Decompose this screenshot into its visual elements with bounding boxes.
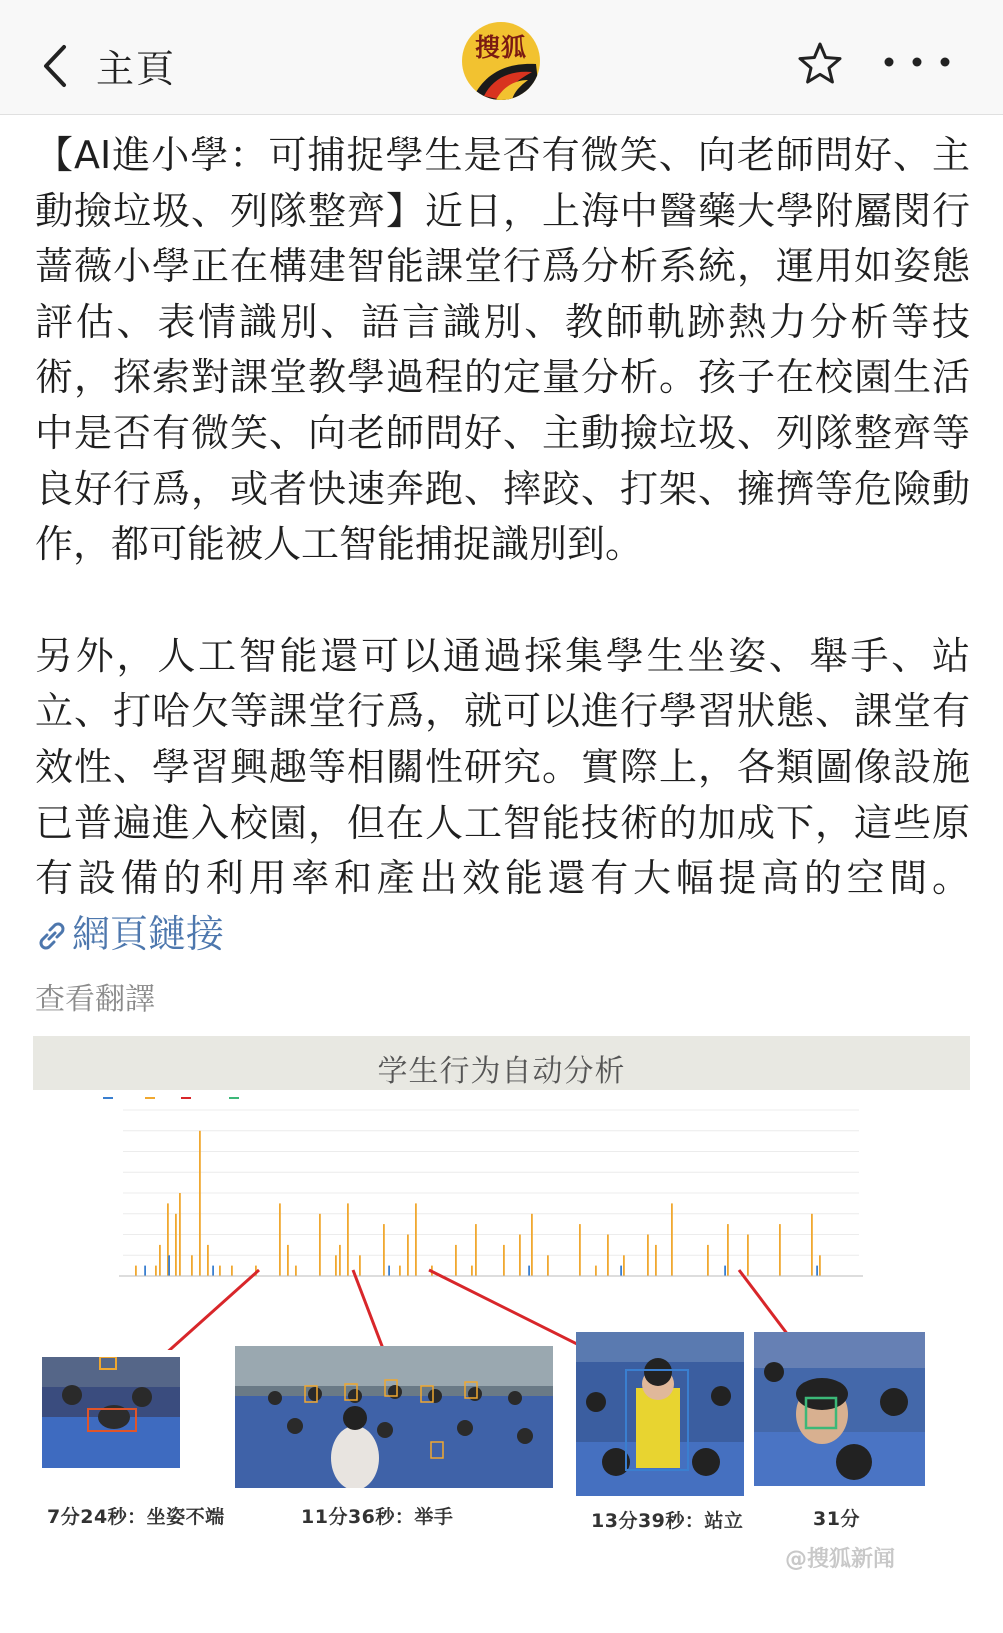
favorite-button[interactable] xyxy=(796,40,844,88)
chart-bar xyxy=(347,1203,349,1276)
chart-bar xyxy=(135,1266,137,1276)
chart-bar xyxy=(383,1224,385,1276)
chevron-left-icon xyxy=(40,43,70,89)
chart-bar xyxy=(471,1266,473,1276)
chart-bar xyxy=(359,1255,361,1276)
chart-bar xyxy=(415,1203,417,1276)
post-paragraph-1: 【AI進小學：可捕捉學生是否有微笑、向老師問好、主動撿垃圾、列隊整齊】近日，上海中醫藥大學附屬閔行蔷薇小學正在構建智能課堂行爲分析系統，運用如姿態評估、表情識別、語言識別、教師軌跡熱力分析等技術，探索對課堂教學過程的定量分析。孩子在校園生活中是否有微笑、向老師問好、主動撿垃圾、列隊整齊等良好行爲，或者快速奔跑、摔跤、打架、擁擠等危險動作，都可能被人工智能捕捉識別到。 xyxy=(35,133,970,567)
chart-bar xyxy=(175,1214,177,1276)
chart-bar xyxy=(595,1266,597,1276)
caption-4: 31分 xyxy=(813,1508,860,1530)
chart-bar xyxy=(528,1266,530,1276)
chart-bar xyxy=(531,1214,533,1276)
chart-bar xyxy=(647,1235,649,1277)
post-content xyxy=(35,128,970,1018)
chart-bar xyxy=(279,1203,281,1276)
chart-bar xyxy=(747,1235,749,1277)
chart-bar xyxy=(199,1131,201,1276)
chart-bar xyxy=(547,1255,549,1276)
chart-bar xyxy=(287,1245,289,1276)
chart-bar xyxy=(231,1266,233,1276)
chart-bar xyxy=(579,1224,581,1276)
chart-bar xyxy=(339,1245,341,1276)
classroom-photo-4 xyxy=(754,1332,925,1486)
figure-title: 学生行为自动分析 xyxy=(377,1054,626,1089)
classroom-photo-3 xyxy=(576,1332,744,1496)
chart-bar xyxy=(620,1266,622,1276)
caption-3: 13分39秒：站立 xyxy=(591,1510,744,1532)
chart-bar xyxy=(295,1266,297,1276)
chart-bar xyxy=(168,1255,170,1276)
classroom-photo-1 xyxy=(42,1357,180,1468)
chart-bar xyxy=(816,1266,818,1276)
logo-text: 搜狐 xyxy=(474,33,527,62)
figure-title-bar xyxy=(33,1036,970,1090)
chart-bar xyxy=(388,1266,390,1276)
chart-bar xyxy=(155,1266,157,1276)
chart-bar xyxy=(159,1245,161,1276)
chart-bar xyxy=(503,1245,505,1276)
back-label: 主頁 xyxy=(96,47,177,91)
chart-bar xyxy=(671,1203,673,1276)
caption-2: 11分36秒：举手 xyxy=(301,1506,454,1528)
chart-bar xyxy=(319,1214,321,1276)
chart-bar xyxy=(399,1266,401,1276)
more-options-button[interactable] xyxy=(882,54,954,74)
chart-bar xyxy=(219,1266,221,1276)
chart-bar xyxy=(475,1224,477,1276)
chart-bar xyxy=(779,1224,781,1276)
chart-bar xyxy=(819,1255,821,1276)
post-paragraph-2 xyxy=(35,629,970,963)
sohu-logo[interactable] xyxy=(462,22,540,100)
view-translation-link[interactable]: 查看翻譯 xyxy=(35,982,155,1018)
chart-bar xyxy=(519,1235,521,1277)
chart-bar xyxy=(207,1245,209,1276)
chart-bar xyxy=(191,1255,193,1276)
chart-bar xyxy=(623,1255,625,1276)
chart-bar xyxy=(335,1255,337,1276)
chart-bar xyxy=(212,1266,214,1276)
behavior-chart xyxy=(33,1090,970,1350)
post-paragraph-2-text: 另外，人工智能還可以通過採集學生坐姿、舉手、站立、打哈欠等課堂行爲，就可以進行學習狀態、課堂有效性、學習興趣等相關性研究。實際上，各類圖像設施已普遍進入校園，但在人工智能技術的加成下，這些原有設備的利用率和產出效能還有大幅提高的空間。 xyxy=(35,633,970,901)
more-dots-icon xyxy=(882,54,954,74)
top-nav-bar xyxy=(0,0,1003,115)
star-icon xyxy=(796,40,844,88)
chart-bar xyxy=(607,1235,609,1277)
back-button[interactable] xyxy=(40,38,176,93)
chart-bar xyxy=(727,1224,729,1276)
chart-bar xyxy=(707,1245,709,1276)
chart-bar xyxy=(455,1245,457,1276)
link-icon xyxy=(35,919,69,953)
web-link[interactable] xyxy=(35,912,224,956)
web-link-label: 網頁鏈接 xyxy=(72,911,225,956)
caption-1: 7分24秒：坐姿不端 xyxy=(47,1506,225,1528)
classroom-photo-2 xyxy=(235,1346,553,1488)
chart-bar xyxy=(811,1214,813,1276)
chart-bar xyxy=(724,1266,726,1276)
chart-bar xyxy=(655,1245,657,1276)
chart-bar xyxy=(179,1193,181,1276)
chart-bar xyxy=(144,1266,146,1276)
weibo-watermark: @搜狐新闻 xyxy=(785,1547,896,1572)
chart-bar xyxy=(407,1235,409,1277)
chart-bars xyxy=(135,1131,821,1276)
